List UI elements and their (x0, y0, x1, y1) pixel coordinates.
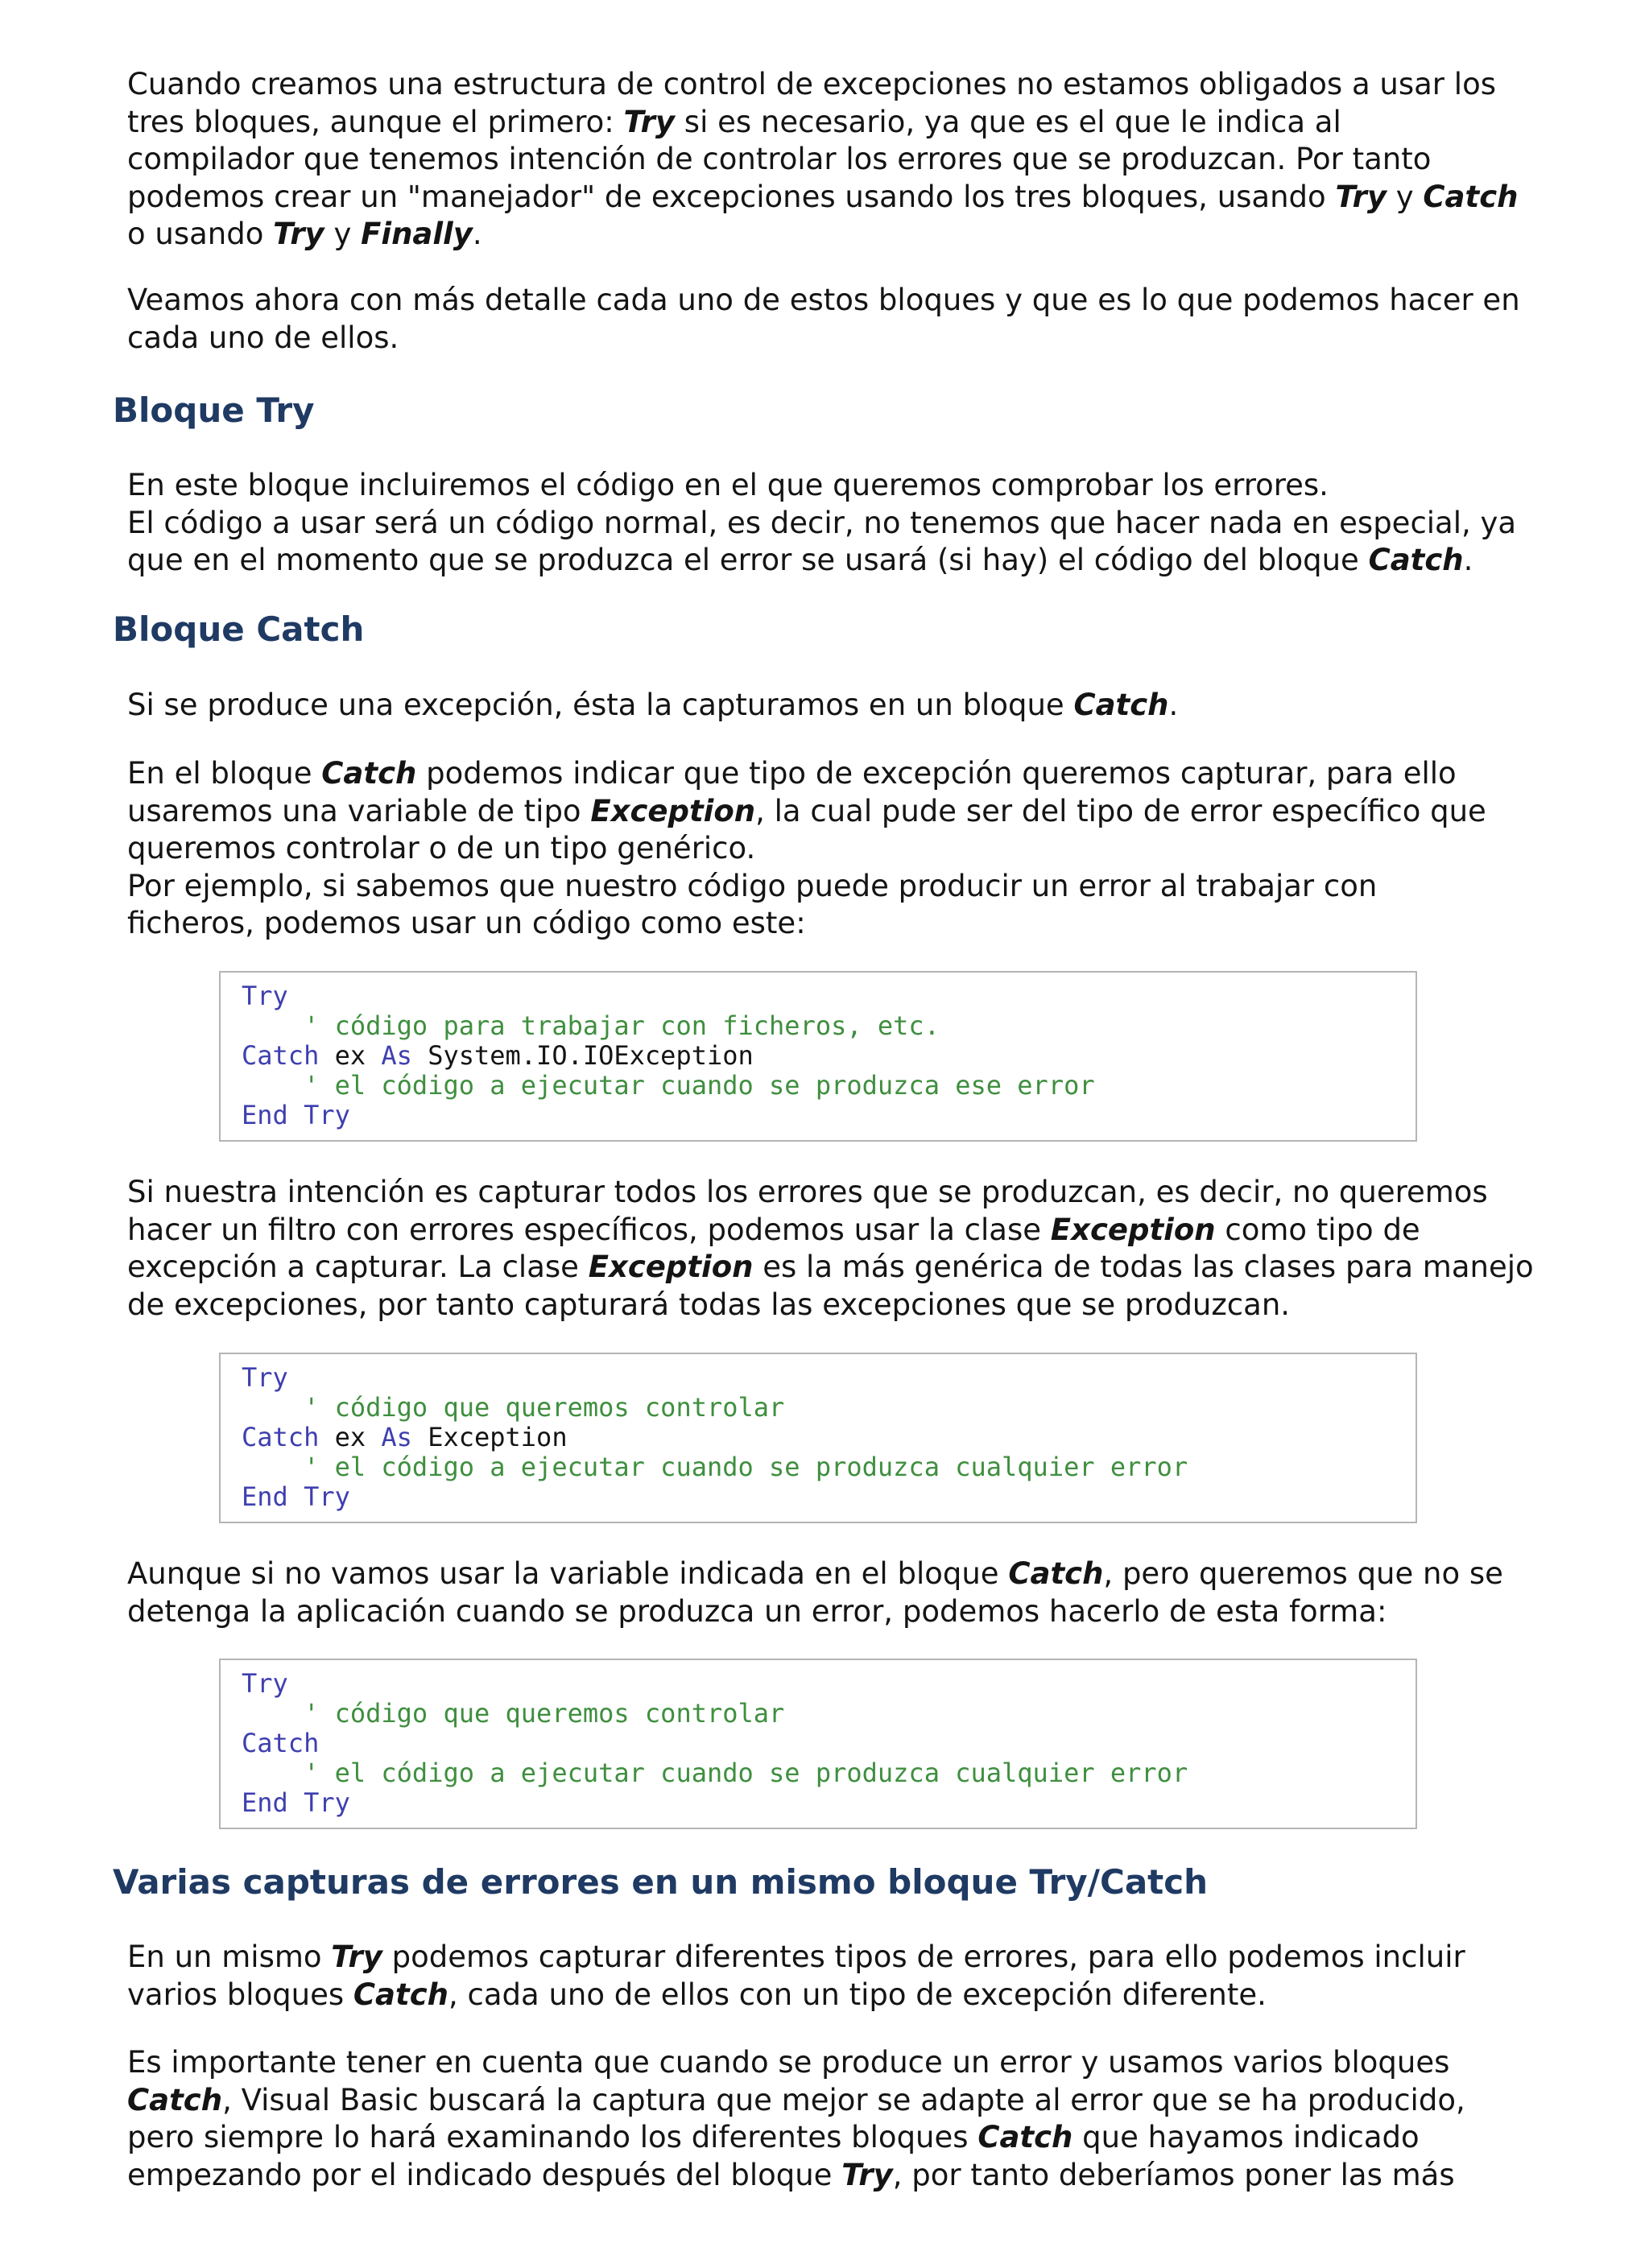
paragraph-varias-1 (127, 1939, 1544, 2014)
text-run: podemos crear un "manejador" de excepciones usando los tres bloques, usando (127, 179, 1336, 214)
text-run: Por ejemplo, si sabemos que nuestro código puede producir un error al trabajar con (127, 868, 1378, 903)
code-text: Exception (411, 1422, 568, 1452)
code-text: ex (319, 1422, 382, 1452)
code-keyword: End Try (242, 1100, 350, 1130)
text-run: excepción a capturar. La clase (127, 1250, 589, 1284)
code-line (242, 1041, 1415, 1071)
text-run: El código a usar será un código normal, es decir, no tenemos que hacer nada en especial, ya (127, 505, 1517, 540)
keyword-emphasis: Try (331, 1940, 382, 1974)
text-run: queremos controlar o de un tipo genérico. (127, 831, 756, 865)
text-run: podemos capturar diferentes tipos de errores, para ello podemos incluir (382, 1940, 1465, 1974)
text-run: compilador que tenemos intención de controlar los errores que se produzcan. Por tanto (127, 142, 1432, 176)
text-run: , pero queremos que no se (1103, 1556, 1503, 1591)
text-run: ficheros, podemos usar un código como este: (127, 906, 806, 940)
code-text (242, 1070, 304, 1101)
heading-varias-capturas: Varias capturas de errores en un mismo bloque Try/Catch (113, 1862, 1209, 1902)
keyword-emphasis: Catch (127, 2082, 223, 2117)
code-text: System.IO.IOException (411, 1040, 754, 1071)
keyword-emphasis: Exception (590, 793, 756, 828)
text-run: si es necesario, ya que es el que le indica al (675, 104, 1341, 139)
keyword-emphasis: Catch (1008, 1556, 1104, 1591)
text-run: que en el momento que se produzca el error se usará (si hay) el código del bloque (127, 543, 1369, 577)
code-line (242, 1729, 1415, 1758)
code-text (242, 1698, 304, 1729)
code-keyword: As (381, 1422, 412, 1452)
text-run: , cada uno de ellos con un tipo de excepción diferente. (448, 1977, 1267, 2012)
code-text: ex (319, 1040, 382, 1071)
code-line (242, 1393, 1415, 1423)
text-run: hacer un filtro con errores específicos, podemos usar la clase (127, 1212, 1051, 1247)
code-line (242, 1788, 1415, 1818)
text-run: pero siempre lo hará examinando los diferentes bloques (127, 2120, 978, 2154)
paragraph-catch-4 (127, 1555, 1544, 1630)
text-run: y (324, 217, 362, 251)
code-keyword: Try (242, 981, 288, 1011)
text-run: Aunque si no vamos usar la variable indicada en el bloque (127, 1556, 1009, 1591)
text-run: Es importante tener en cuenta que cuando se produce un error y usamos varios bloques (127, 2045, 1450, 2080)
text-run: . (1463, 543, 1473, 577)
code-text (242, 1010, 304, 1041)
code-line (242, 1669, 1415, 1699)
heading-bloque-try: Bloque Try (113, 390, 315, 430)
code-comment: ' código para trabajar con ficheros, etc. (304, 1010, 940, 1041)
text-run: usaremos una variable de tipo (127, 793, 591, 828)
text-run: detenga la aplicación cuando se produzca un error, podemos hacerlo de esta forma: (127, 1593, 1387, 1629)
text-run: En un mismo (127, 1940, 332, 1974)
code-keyword: Catch (242, 1422, 320, 1452)
code-text (242, 1392, 304, 1423)
keyword-emphasis: Exception (588, 1250, 754, 1284)
text-run: tres bloques, aunque el primero: (127, 104, 624, 139)
keyword-emphasis: Try (623, 104, 676, 139)
code-comment: ' código que queremos controlar (304, 1392, 785, 1423)
code-keyword: End Try (242, 1787, 350, 1818)
text-run: de excepciones, por tanto capturará todas las excepciones que se produzcan. (127, 1287, 1291, 1322)
keyword-emphasis: Try (1335, 179, 1387, 214)
keyword-emphasis: Catch (321, 756, 417, 791)
code-keyword: As (381, 1040, 412, 1071)
paragraph-catch-3 (127, 1174, 1544, 1324)
keyword-emphasis: Catch (353, 1977, 448, 2012)
paragraph-catch-2 (127, 755, 1544, 943)
code-keyword: Catch (242, 1728, 320, 1758)
paragraph-varias-2 (127, 2044, 1544, 2194)
code-keyword: Catch (242, 1040, 320, 1071)
code-keyword: Try (242, 1668, 288, 1699)
code-comment: ' el código a ejecutar cuando se produzca cualquier error (304, 1758, 1188, 1788)
text-run: es la más genérica de todas las clases para manejo (753, 1250, 1534, 1284)
code-text (242, 1452, 304, 1482)
text-run: empezando por el indicado después del bloque (127, 2157, 842, 2192)
code-comment: ' código que queremos controlar (304, 1698, 785, 1729)
code-line (242, 1482, 1415, 1512)
text-run: que hayamos indicado (1072, 2120, 1420, 2154)
code-line (242, 1011, 1415, 1041)
heading-bloque-catch: Bloque Catch (113, 609, 365, 649)
text-run: varios bloques (127, 1977, 353, 2012)
keyword-emphasis: Exception (1050, 1212, 1216, 1247)
text-run: como tipo de (1215, 1212, 1420, 1247)
keyword-emphasis: Try (273, 217, 324, 251)
code-keyword: End Try (242, 1481, 350, 1512)
code-line (242, 1758, 1415, 1788)
code-line (242, 1452, 1415, 1482)
code-line (242, 981, 1415, 1011)
text-run: o usando (127, 217, 274, 251)
paragraph-veamos (127, 282, 1544, 357)
code-block-1 (219, 971, 1417, 1142)
keyword-emphasis: Catch (977, 2120, 1073, 2154)
code-block-3 (219, 1659, 1417, 1829)
text-run: cada uno de ellos. (127, 320, 399, 355)
text-run: , la cual pude ser del tipo de error específico que (755, 793, 1486, 828)
code-text (242, 1758, 304, 1788)
code-line (242, 1101, 1415, 1130)
text-run: En este bloque incluiremos el código en el que queremos comprobar los errores. (127, 468, 1329, 502)
code-line (242, 1423, 1415, 1452)
paragraph-intro (127, 66, 1544, 254)
text-run: Si se produce una excepción, ésta la capturamos en un bloque (127, 688, 1074, 722)
keyword-emphasis: Finally (361, 217, 473, 251)
text-run: , por tanto deberíamos poner las más (892, 2157, 1455, 2192)
code-line (242, 1363, 1415, 1393)
paragraph-try-body (127, 467, 1544, 580)
keyword-emphasis: Try (841, 2157, 893, 2192)
keyword-emphasis: Catch (1423, 179, 1519, 214)
code-line (242, 1699, 1415, 1729)
keyword-emphasis: Catch (1368, 543, 1464, 577)
code-comment: ' el código a ejecutar cuando se produzca ese error (304, 1070, 1095, 1101)
text-run: , Visual Basic buscará la captura que mejor se adapte al error que se ha producido, (222, 2082, 1465, 2117)
text-run: . (472, 217, 482, 251)
text-run: podemos indicar que tipo de excepción queremos capturar, para ello (416, 756, 1457, 791)
code-line (242, 1071, 1415, 1101)
text-run: Cuando creamos una estructura de control de excepciones no estamos obligados a usar los (127, 67, 1496, 101)
text-run: En el bloque (127, 756, 322, 791)
keyword-emphasis: Catch (1073, 688, 1169, 722)
code-keyword: Try (242, 1362, 288, 1393)
paragraph-catch-1 (127, 687, 1544, 725)
code-comment: ' el código a ejecutar cuando se produzca cualquier error (304, 1452, 1188, 1482)
text-run: . (1168, 688, 1179, 722)
text-run: Veamos ahora con más detalle cada uno de estos bloques y que es lo que podemos hacer en (127, 283, 1520, 317)
text-run: Si nuestra intención es capturar todos los errores que se produzcan, es decir, no queremos (127, 1175, 1488, 1209)
code-block-2 (219, 1353, 1417, 1523)
text-run: y (1386, 179, 1424, 214)
